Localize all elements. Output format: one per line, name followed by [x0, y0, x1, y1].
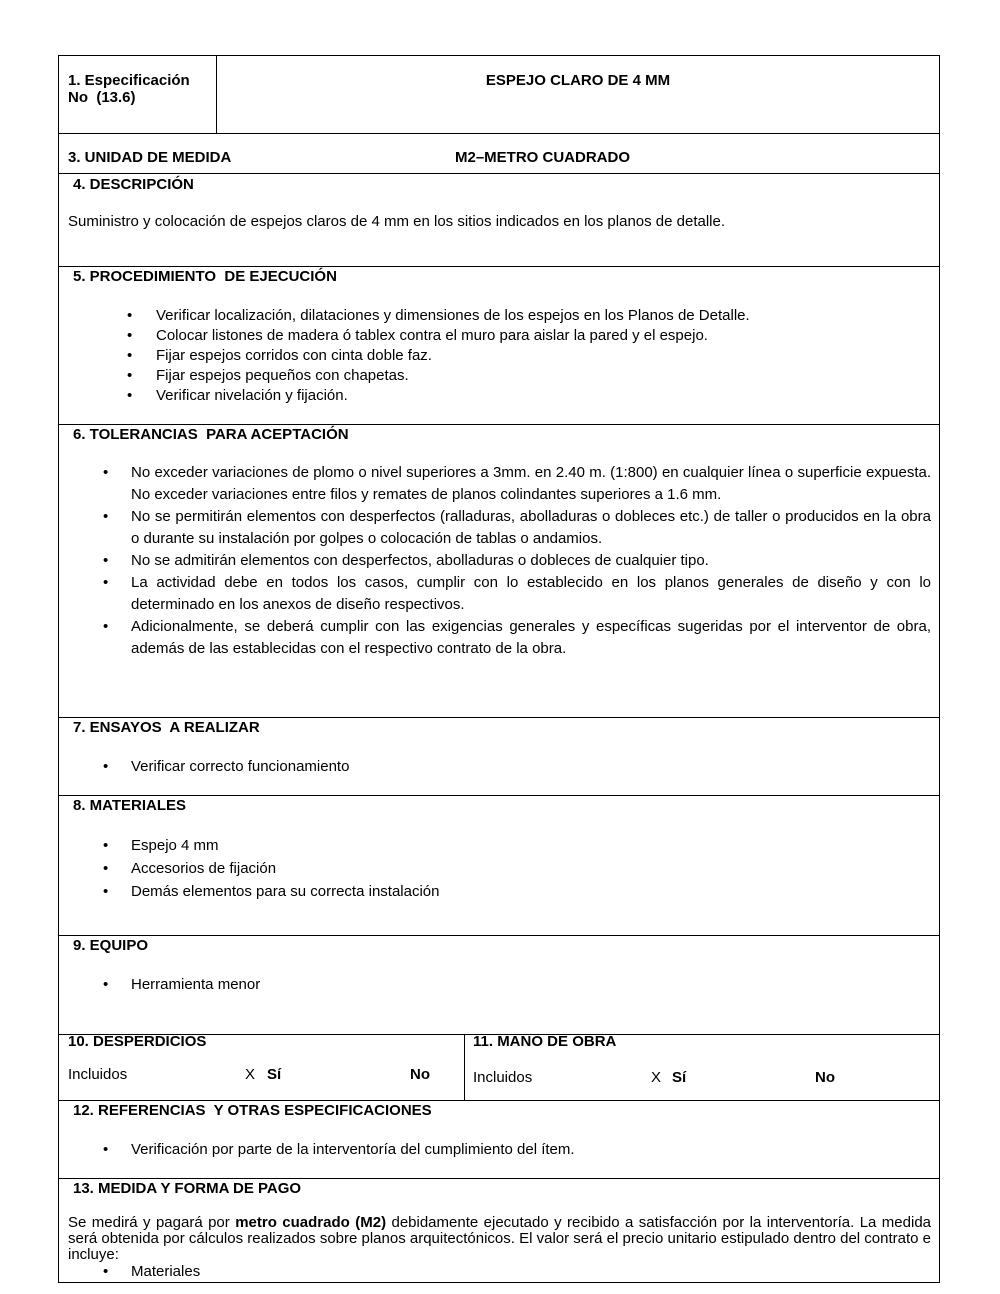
payment-text-start: Se medirá y pagará por	[68, 1214, 236, 1231]
labor-heading: 11. MANO DE OBRA	[473, 1033, 617, 1050]
list-item: • Verificar nivelación y fijación.	[59, 386, 939, 406]
labor-no-option: No	[815, 1069, 835, 1086]
list-item: • Verificar localización, dilataciones y dimensiones de los espejos en los Planos de Detalle.	[59, 306, 939, 326]
list-item: • La actividad debe en todos los casos, cumplir con lo establecido en los planos generales de diseño y con lo determinado en los anexos de diseño respectivos.	[59, 572, 939, 616]
waste-included-label: Incluidos	[68, 1066, 128, 1083]
list-item: • No exceder variaciones de plomo o nivel superiores a 3mm. en 2.40 m. (1:800) en cualquier línea o superficie expuesta. No exceder variaciones entre filos y remates de planos colindantes superiores a 1.6 mm.	[59, 462, 939, 506]
list-item: • Fijar espejos corridos con cinta doble faz.	[59, 346, 939, 366]
spec-number-cell	[59, 56, 217, 133]
unit-value: M2–METRO CUADRADO	[455, 149, 631, 166]
spec-header-row	[59, 56, 939, 134]
labor-yes-option: Sí	[672, 1069, 687, 1086]
tolerances-section	[59, 425, 939, 718]
equipment-heading: 9. EQUIPO	[73, 937, 149, 954]
list-item: • Herramienta menor	[59, 974, 939, 995]
list-item: • Espejo 4 mm	[59, 834, 939, 857]
waste-no-option: No	[410, 1066, 430, 1083]
unit-row	[59, 134, 939, 174]
list-item: • Fijar espejos pequeños con chapetas.	[59, 366, 939, 386]
unit-label: 3. UNIDAD DE MEDIDA	[68, 149, 232, 166]
tolerances-list	[59, 462, 939, 660]
payment-text	[68, 1215, 931, 1263]
payment-section	[59, 1179, 939, 1283]
procedure-list	[59, 306, 939, 406]
procedure-section	[59, 267, 939, 425]
tests-section	[59, 718, 939, 796]
payment-text-end: debidamente ejecutado y recibido a satisfacción por la interventoría. La medida será obtenida por cálculos realizados sobre planos arquitectónicos. El valor será el precio unitario estipulado dentro del contrato e incluye:	[68, 1214, 932, 1263]
materials-section	[59, 796, 939, 936]
description-section	[59, 174, 939, 267]
payment-list	[59, 1263, 939, 1281]
spec-label-line2: No (13.6)	[68, 89, 136, 106]
specification-sheet	[58, 55, 940, 1283]
payment-unit-bold: metro cuadrado (M2)	[235, 1214, 387, 1231]
waste-mark: X	[245, 1066, 256, 1083]
description-text: Suministro y colocación de espejos claros de 4 mm en los sitios indicados en los planos de detalle.	[68, 213, 726, 230]
waste-labor-row	[59, 1035, 939, 1101]
list-item: • Adicionalmente, se deberá cumplir con las exigencias generales y específicas sugeridas por el interventor de obra, además de las establecidas con el respectivo contrato de la obra.	[59, 616, 939, 660]
list-item: • Materiales	[59, 1263, 939, 1281]
payment-heading: 13. MEDIDA Y FORMA DE PAGO	[73, 1180, 302, 1197]
list-item: • Demás elementos para su correcta instalación	[59, 880, 939, 903]
spec-label-line1: 1. Especificación	[68, 72, 190, 89]
waste-heading: 10. DESPERDICIOS	[68, 1033, 207, 1050]
list-item: • No se permitirán elementos con desperfectos (ralladuras, abolladuras o dobleces etc.) de taller o producidos en la obra o durante su instalación por golpes o colocación de tablas o andamios.	[59, 506, 939, 550]
equipment-section	[59, 936, 939, 1035]
list-item: • No se admitirán elementos con desperfectos, abolladuras o dobleces de cualquier tipo.	[59, 550, 939, 572]
materials-heading: 8. MATERIALES	[73, 797, 187, 814]
description-heading: 4. DESCRIPCIÓN	[73, 176, 194, 193]
list-item: • Verificar correcto funcionamiento	[59, 756, 939, 777]
spec-title: ESPEJO CLARO DE 4 MM	[485, 72, 671, 89]
list-item: • Accesorios de fijación	[59, 857, 939, 880]
equipment-list	[59, 974, 939, 995]
references-list	[59, 1139, 939, 1160]
waste-yes-option: Sí	[267, 1066, 282, 1083]
labor-cell	[465, 1035, 939, 1100]
procedure-heading: 5. PROCEDIMIENTO DE EJECUCIÓN	[73, 268, 337, 285]
spec-title-cell	[217, 56, 939, 133]
labor-mark: X	[651, 1069, 662, 1086]
list-item: • Verificación por parte de la interventoría del cumplimiento del ítem.	[59, 1139, 939, 1160]
tests-list	[59, 756, 939, 777]
materials-list	[59, 834, 939, 903]
tolerances-heading: 6. TOLERANCIAS PARA ACEPTACIÓN	[73, 426, 349, 443]
references-section	[59, 1101, 939, 1179]
waste-cell	[59, 1035, 465, 1100]
tests-heading: 7. ENSAYOS A REALIZAR	[73, 719, 260, 736]
references-heading: 12. REFERENCIAS Y OTRAS ESPECIFICACIONES	[73, 1102, 432, 1119]
list-item: • Colocar listones de madera ó tablex contra el muro para aislar la pared y el espejo.	[59, 326, 939, 346]
labor-included-label: Incluidos	[473, 1069, 533, 1086]
